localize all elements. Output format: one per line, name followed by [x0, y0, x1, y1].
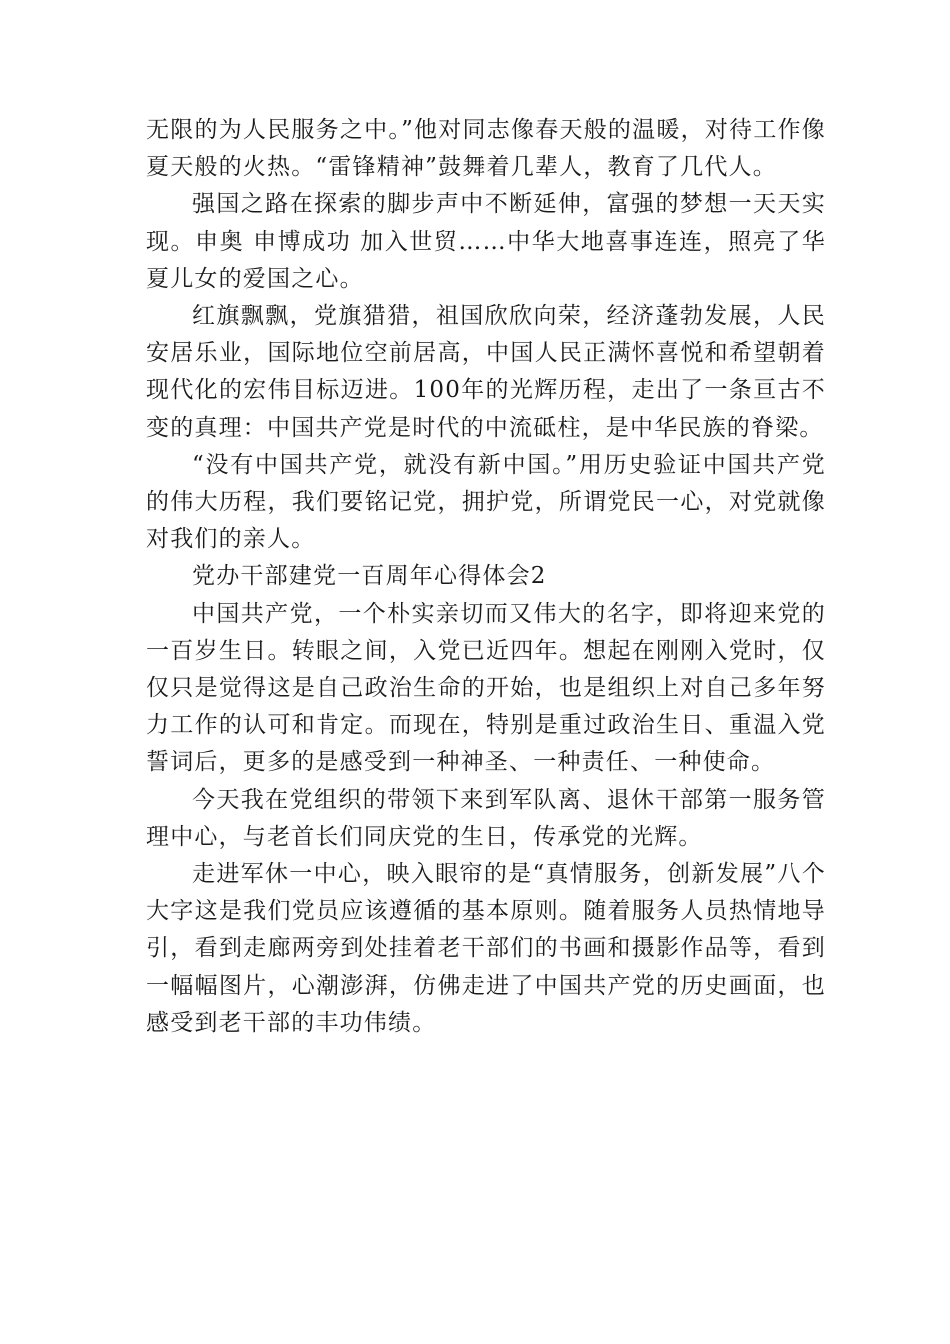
section-title: 党办干部建党一百周年心得体会2 [192, 563, 547, 590]
paragraph-walking-in: 走进军休一中心，映入眼帘的是“真情服务，创新发展”八个大字这是我们党员应该遵循的基本原则。随着服务人员热情地导引，看到走廊两旁到处挂着老干部们的书画和摄影作品等，看到一幅幅图片，心潮澎湃，仿佛走进了中国共产党的历史画面，也感受到老干部的丰功伟绩。 [146, 861, 826, 1036]
paragraph-service-center: 今天我在党组织的带领下来到军队离、退休干部第一服务管理中心，与老首长们同庆党的生日，传承党的光辉。 [146, 786, 826, 850]
paragraph-continuation: 无限的为人民服务之中。”他对同志像春天般的温暖，对待工作像夏天般的火热。“雷锋精神”鼓舞着几辈人，教育了几代人。 [146, 117, 826, 181]
document-body [146, 112, 826, 1042]
paragraph-no-party-no-china: “没有中国共产党，就没有新中国。”用历史验证中国共产党的伟大历程，我们要铭记党，拥护党，所谓党民一心，对党就像对我们的亲人。 [146, 451, 826, 553]
paragraph-red-flags: 红旗飘飘，党旗猎猎，祖国欣欣向荣，经济蓬勃发展，人民安居乐业，国际地位空前居高，中国人民正满怀喜悦和希望朝着现代化的宏伟目标迈进。100年的光辉历程，走出了一条亘古不变的真理：中国共产党是时代的中流砥柱，是中华民族的脊梁。 [146, 303, 826, 441]
paragraph-strong-nation: 强国之路在探索的脚步声中不断延伸，富强的梦想一天天实现。申奥 申博成功 加入世贸……中华大地喜事连连，照亮了华夏儿女的爱国之心。 [146, 191, 826, 292]
paragraph-party-birthday: 中国共产党，一个朴实亲切而又伟大的名字，即将迎来党的一百岁生日。转眼之间，入党已近四年。想起在刚刚入党时，仅仅只是觉得这是自己政治生命的开始，也是组织上对自己多年努力工作的认可和肯定。而现在，特别是重过政治生日、重温入党誓词后，更多的是感受到一种神圣、一种责任、一种使命。 [146, 600, 826, 776]
